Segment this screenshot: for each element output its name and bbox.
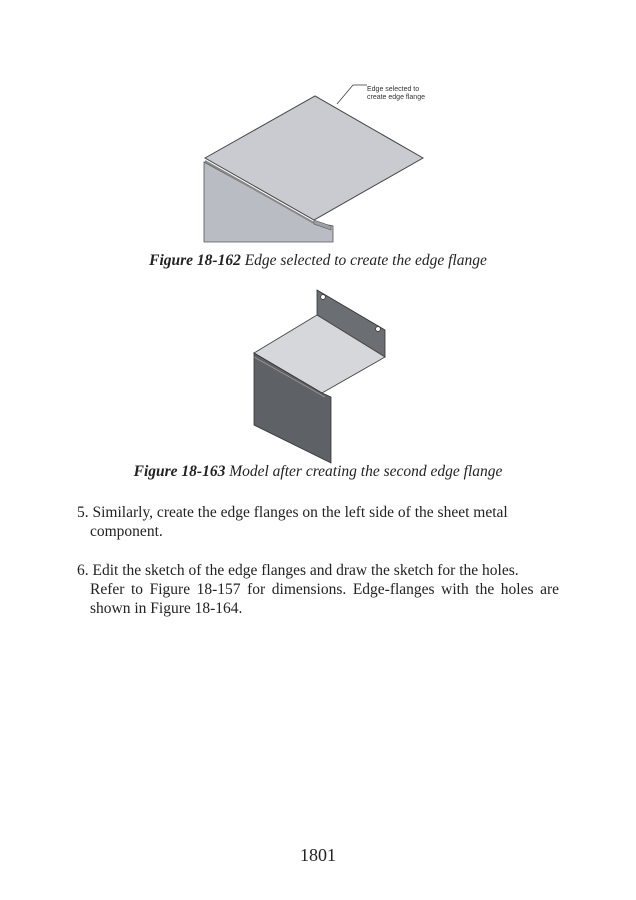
- step-first-line: 5. Similarly, create the edge flanges on the left side of the sheet metal: [77, 504, 508, 521]
- caption-text: Model after creating the second edge flange: [225, 463, 503, 480]
- step-5-paragraph: [77, 503, 559, 541]
- step-first-line: 6. Edit the sketch of the edge flanges and draw the sketch for the holes.: [77, 562, 519, 579]
- callout-line-2: create edge flange: [367, 94, 425, 101]
- caption-text: Edge selected to create the edge flange: [240, 252, 487, 269]
- step-6-paragraph: [77, 561, 559, 618]
- caption-label: Figure 18-162: [149, 252, 241, 269]
- figure-18-163-image: [245, 285, 390, 465]
- step-continuation: component.: [90, 523, 163, 540]
- callout-line-1: Edge selected to: [367, 86, 420, 93]
- figure-18-163-caption: [0, 463, 636, 481]
- step-continuation: Refer to Figure 18-157 for dimensions. Edge-flanges with the holes are shown in Figure 18-164.: [90, 581, 559, 617]
- caption-label: Figure 18-163: [133, 463, 226, 480]
- page-number: 1801: [300, 845, 336, 865]
- figure-18-162-caption: [0, 252, 636, 270]
- figure-18-162-image: [195, 82, 440, 244]
